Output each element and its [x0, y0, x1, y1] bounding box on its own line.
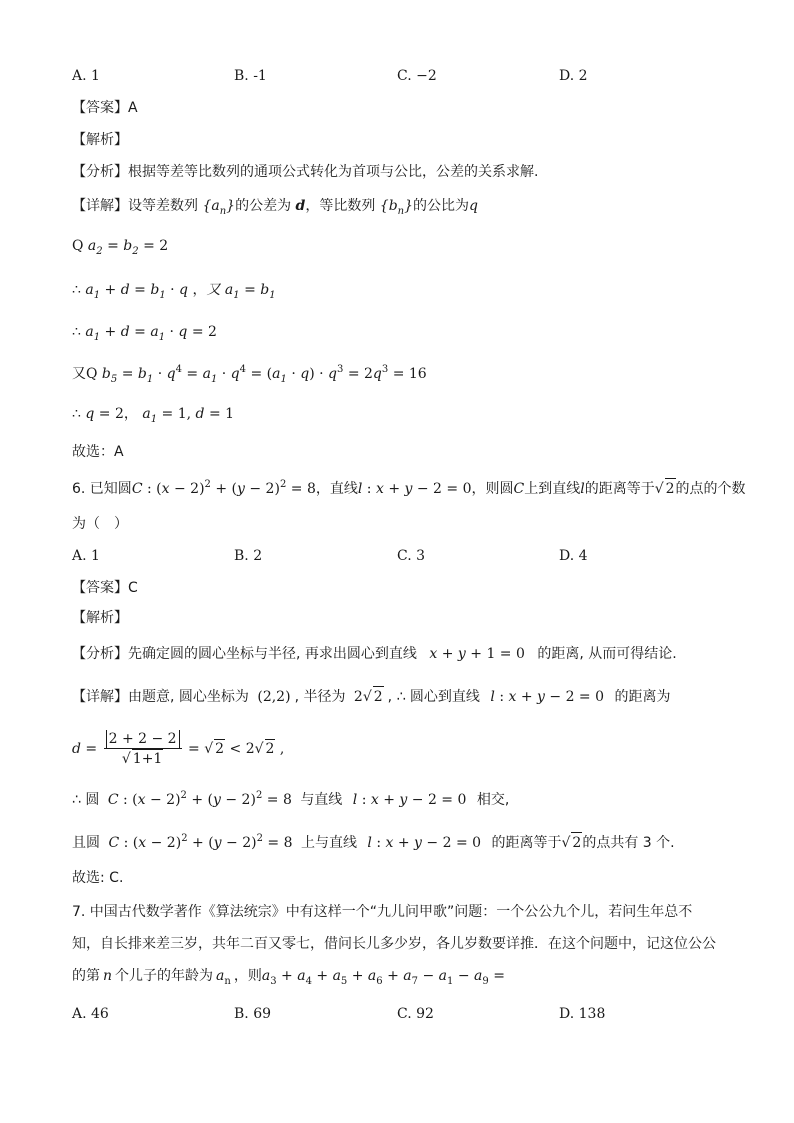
- formula-an: $\{a_n\}$: [202, 198, 236, 217]
- q6-option-d: D. 4: [559, 548, 588, 564]
- formula-bn: $\{b_n\}$: [379, 198, 414, 217]
- q7-option-d: D. 138: [559, 1006, 606, 1022]
- q6-option-c: C. 3: [397, 548, 426, 564]
- q7-option-a: A. 46: [72, 1006, 109, 1022]
- q6-l4-1: 且圆: [72, 835, 100, 851]
- q5-fenxi: 【分析】根据等差等比数列的通项公式转化为首项与公比，公差的关系求解.: [72, 164, 539, 180]
- q5-formula-1: Q $a_2 = b_2 = 2$: [72, 238, 169, 257]
- q5-option-c: C. −2: [397, 68, 437, 84]
- q6-choose: 故选: C.: [72, 870, 124, 886]
- q5-xiangjie-tag: 【详解】: [72, 198, 128, 214]
- q6-l3-3: 相交,: [476, 792, 510, 808]
- q7-stem-3c: ，则: [233, 968, 262, 984]
- formula-d: d: [295, 198, 306, 214]
- q7-option-b: B. 69: [234, 1006, 272, 1022]
- q5-xiangjie-text-1: 设等差数列: [128, 198, 198, 214]
- q6-answer: 【答案】C: [72, 580, 138, 596]
- q6-stem-line-1: 6. 已知圆C : $(x - 2)^2 + (y - 2)^2 = 8$，直线l : x + y − 2 = 0，则圆C上到直线l的距离等于√ 2的点的个数: [72, 479, 746, 497]
- q6-fenxi-1: 【分析】先确定圆的圆心坐标与半径, 再求出圆心到直线: [72, 646, 417, 662]
- q7-stem-3a: 的第: [72, 968, 100, 984]
- q5-option-d: D. 2: [559, 68, 588, 84]
- q5-xiangjie: [72, 196, 478, 216]
- q5-formula-4: 又Q $b_5 = b_1 \cdot q^4 = a_1 \cdot q^4 = (a_1 \cdot q) \cdot q^3 = 2q^3 = 16$: [72, 364, 427, 385]
- q6-stem-7: 为（ ）: [72, 516, 128, 532]
- q6-xiangjie-line-3: ∴ 圆 C : $(x - 2)^2 + (y - 2)^2 = 8$ 与直线 l : x + y − 2 = 0 相交,: [72, 790, 510, 808]
- q6-stem-3: ，则圆: [471, 481, 514, 497]
- q5-option-b: B. -1: [234, 68, 267, 84]
- q6-l4-4: 的点共有 3 个.: [582, 835, 675, 851]
- formula-line-l: l : x + y − 2 = 0: [357, 481, 472, 497]
- q5-you-2: 又: [72, 366, 86, 382]
- q6-l4-2: 上与直线: [300, 835, 357, 851]
- q7-stem-2: 知，自长排来差三岁，共年二百又零七，借问长儿多少岁，各儿岁数要详推．在这个问题中，记这位公公: [72, 936, 716, 952]
- q6-distance-formula: d = $\frac{2 + 2 - 2}{√ 1+1}$ = √ 2 < 2√ 2 ,: [72, 731, 285, 767]
- q6-stem-2: ，直线: [315, 481, 358, 497]
- q6-fenxi-2: 的距离, 从而可得结论.: [537, 646, 677, 662]
- formula-q: q: [469, 198, 479, 214]
- q5-answer: 【答案】A: [72, 100, 138, 116]
- q6-l3-1: ∴ 圆: [72, 792, 100, 808]
- q6-stem-5: 的距离等于: [584, 481, 655, 497]
- formula-circle-c: C : $(x - 2)^2 + (y - 2)^2 = 8$: [131, 479, 316, 497]
- q5-you-1: 又: [206, 282, 221, 298]
- q7-stem-line-3: 的第 n 个儿子的年龄为 $a_n$ ，则$a_3 + a_4 + a_5 + a_6 + a_7 - a_1 - a_9$ =: [72, 968, 505, 987]
- q6-xj-3: , ∴ 圆心到直线: [387, 689, 480, 705]
- q5-option-a: A. 1: [72, 68, 100, 84]
- q6-xj-2: , 半径为: [294, 689, 346, 705]
- q6-xj-4: 的距离为: [614, 689, 671, 705]
- formula-line-2: x + y + 1 = 0: [429, 646, 525, 662]
- q6-analysis-tag: 【解析】: [72, 610, 128, 626]
- q7-option-c: C. 92: [397, 1006, 434, 1022]
- q5-formula-3: ∴ $a_1 + d = a_1 \cdot q = 2$: [72, 324, 217, 343]
- formula-q7-sum: $a_3 + a_4 + a_5 + a_6 + a_7 - a_1 - a_9$ =: [261, 968, 505, 987]
- q6-option-b: B. 2: [234, 548, 263, 564]
- q7-stem-3b: 个儿子的年龄为: [115, 968, 214, 984]
- q5-xiangjie-text-4: 的公比为: [413, 198, 470, 214]
- q6-stem-6: 的点的个数: [675, 481, 746, 497]
- q6-stem-1: 6. 已知圆: [72, 481, 132, 497]
- q5-choose: 故选：A: [72, 444, 124, 460]
- q6-option-a: A. 1: [72, 548, 100, 564]
- q5-analysis-tag: 【解析】: [72, 132, 128, 148]
- q6-l3-2: 与直线: [300, 792, 343, 808]
- q6-xj-1: 【详解】由题意, 圆心坐标为: [72, 689, 249, 705]
- q6-l4-3: 的距离等于: [491, 835, 562, 851]
- q7-stem-1: 7. 中国古代数学著作《算法统宗》中有这样一个“九儿问甲歌”问题：一个公公九个儿，若问生年总不: [72, 904, 693, 920]
- q5-formula-5: ∴ q = 2， $a_1 = 1$, d = 1: [72, 406, 235, 425]
- q6-stem-4: 上到直线: [524, 481, 581, 497]
- q5-xiangjie-text-2: 的公差为: [235, 198, 292, 214]
- q6-fenxi: [72, 644, 677, 664]
- q5-xiangjie-text-3: ，等比数列: [305, 198, 376, 214]
- q6-xiangjie-line-1: 【详解】由题意, 圆心坐标为 (2,2) , 半径为 2√ 2 , ∴ 圆心到直线 l : x + y − 2 = 0 的距离为: [72, 686, 670, 707]
- q6-xiangjie-line-4: 且圆 C : $(x - 2)^2 + (y - 2)^2 = 8$ 上与直线 l : x + y − 2 = 0 的距离等于√ 2的点共有 3 个.: [72, 833, 675, 851]
- q5-formula-2: ∴ $a_1 + d = b_1 \cdot q$ ，又 $a_1 = b_1$: [72, 282, 276, 301]
